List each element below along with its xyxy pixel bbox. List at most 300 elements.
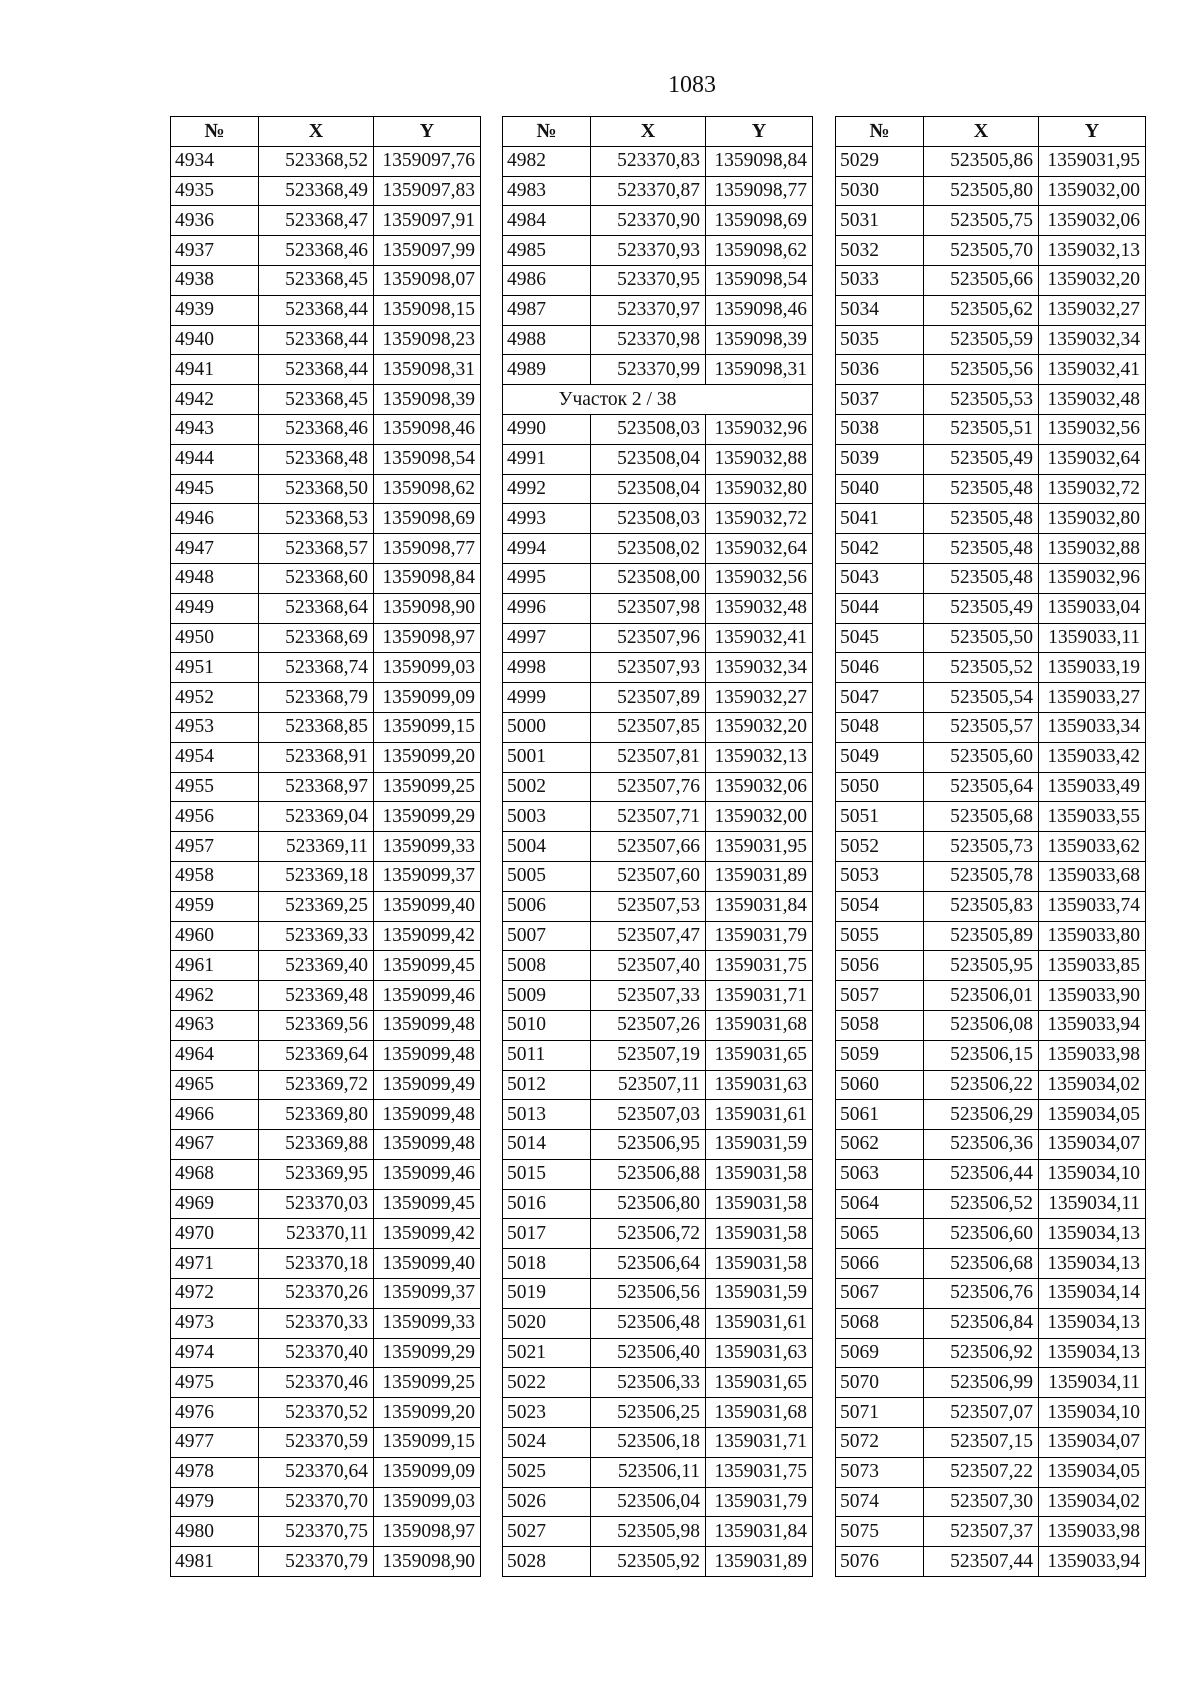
table-row [171, 951, 481, 981]
table-row [836, 1010, 1146, 1040]
table-row [503, 1487, 813, 1517]
point-number-cell: 5042 [836, 534, 924, 564]
table-row [171, 1428, 481, 1458]
point-number-cell: 5009 [503, 981, 591, 1011]
point-number-cell: 4968 [171, 1159, 259, 1189]
x-coordinate-cell: 523368,44 [259, 295, 374, 325]
x-coordinate-cell: 523506,76 [924, 1279, 1039, 1309]
x-coordinate-cell: 523505,48 [924, 563, 1039, 593]
y-coordinate-cell: 1359099,37 [374, 1279, 481, 1309]
x-coordinate-cell: 523505,89 [924, 921, 1039, 951]
y-coordinate-cell: 1359098,62 [706, 236, 813, 266]
x-coordinate-cell: 523505,56 [924, 355, 1039, 385]
point-number-cell: 5033 [836, 265, 924, 295]
x-coordinate-cell: 523506,56 [591, 1279, 706, 1309]
x-coordinate-cell: 523507,44 [924, 1547, 1039, 1577]
y-coordinate-cell: 1359032,72 [706, 504, 813, 534]
y-coordinate-cell: 1359033,11 [1039, 623, 1146, 653]
x-coordinate-cell: 523505,49 [924, 444, 1039, 474]
point-number-cell: 5008 [503, 951, 591, 981]
table-row [503, 653, 813, 683]
x-coordinate-cell: 523370,90 [591, 206, 706, 236]
x-coordinate-cell: 523505,48 [924, 534, 1039, 564]
point-number-cell: 5028 [503, 1547, 591, 1577]
point-number-cell: 4941 [171, 355, 259, 385]
point-number-cell: 4948 [171, 563, 259, 593]
x-coordinate-cell: 523370,83 [591, 146, 706, 176]
table-row [171, 1219, 481, 1249]
x-coordinate-cell: 523370,11 [259, 1219, 374, 1249]
point-number-cell: 5048 [836, 712, 924, 742]
table-row [836, 593, 1146, 623]
x-coordinate-cell: 523506,99 [924, 1368, 1039, 1398]
x-coordinate-cell: 523506,36 [924, 1130, 1039, 1160]
y-coordinate-cell: 1359032,48 [1039, 385, 1146, 415]
y-coordinate-cell: 1359031,65 [706, 1040, 813, 1070]
y-coordinate-cell: 1359032,06 [706, 772, 813, 802]
point-number-cell: 4975 [171, 1368, 259, 1398]
x-coordinate-cell: 523368,79 [259, 683, 374, 713]
x-coordinate-cell: 523507,81 [591, 742, 706, 772]
x-coordinate-cell: 523506,29 [924, 1100, 1039, 1130]
y-coordinate-cell: 1359098,69 [374, 504, 481, 534]
point-number-cell: 4972 [171, 1279, 259, 1309]
table-row [171, 712, 481, 742]
header-y: Y [1039, 117, 1146, 147]
table-row [171, 921, 481, 951]
y-coordinate-cell: 1359034,02 [1039, 1070, 1146, 1100]
x-coordinate-cell: 523505,64 [924, 772, 1039, 802]
y-coordinate-cell: 1359031,79 [706, 921, 813, 951]
point-number-cell: 4998 [503, 653, 591, 683]
x-coordinate-cell: 523370,03 [259, 1189, 374, 1219]
x-coordinate-cell: 523370,97 [591, 295, 706, 325]
table-row [836, 1189, 1146, 1219]
point-number-cell: 4991 [503, 444, 591, 474]
y-coordinate-cell: 1359097,91 [374, 206, 481, 236]
point-number-cell: 4956 [171, 802, 259, 832]
point-number-cell: 4970 [171, 1219, 259, 1249]
point-number-cell: 5045 [836, 623, 924, 653]
point-number-cell: 4964 [171, 1040, 259, 1070]
point-number-cell: 4979 [171, 1487, 259, 1517]
table-row [836, 891, 1146, 921]
table-row [171, 265, 481, 295]
x-coordinate-cell: 523368,85 [259, 712, 374, 742]
y-coordinate-cell: 1359098,15 [374, 295, 481, 325]
table-row [503, 1100, 813, 1130]
y-coordinate-cell: 1359033,68 [1039, 861, 1146, 891]
y-coordinate-cell: 1359099,46 [374, 981, 481, 1011]
table-row [503, 742, 813, 772]
point-number-cell: 5017 [503, 1219, 591, 1249]
x-coordinate-cell: 523508,04 [591, 474, 706, 504]
y-coordinate-cell: 1359031,75 [706, 1457, 813, 1487]
y-coordinate-cell: 1359033,04 [1039, 593, 1146, 623]
x-coordinate-cell: 523506,22 [924, 1070, 1039, 1100]
x-coordinate-cell: 523369,95 [259, 1159, 374, 1189]
point-number-cell: 4988 [503, 325, 591, 355]
table-row [836, 1457, 1146, 1487]
point-number-cell: 5034 [836, 295, 924, 325]
point-number-cell: 5021 [503, 1338, 591, 1368]
table-row [503, 1428, 813, 1458]
table-row [836, 1517, 1146, 1547]
table-row [836, 832, 1146, 862]
y-coordinate-cell: 1359099,40 [374, 1249, 481, 1279]
x-coordinate-cell: 523505,49 [924, 593, 1039, 623]
x-coordinate-cell: 523506,95 [591, 1130, 706, 1160]
x-coordinate-cell: 523368,69 [259, 623, 374, 653]
x-coordinate-cell: 523368,44 [259, 355, 374, 385]
point-number-cell: 5046 [836, 653, 924, 683]
y-coordinate-cell: 1359098,84 [374, 563, 481, 593]
point-number-cell: 4944 [171, 444, 259, 474]
table-row [836, 265, 1146, 295]
y-coordinate-cell: 1359032,20 [706, 712, 813, 742]
table-row [503, 1070, 813, 1100]
x-coordinate-cell: 523506,84 [924, 1308, 1039, 1338]
y-coordinate-cell: 1359031,58 [706, 1159, 813, 1189]
x-coordinate-cell: 523505,51 [924, 414, 1039, 444]
table-row [171, 355, 481, 385]
point-number-cell: 5071 [836, 1398, 924, 1428]
x-coordinate-cell: 523505,53 [924, 385, 1039, 415]
point-number-cell: 4996 [503, 593, 591, 623]
point-number-cell: 5015 [503, 1159, 591, 1189]
x-coordinate-cell: 523507,15 [924, 1428, 1039, 1458]
point-number-cell: 4949 [171, 593, 259, 623]
point-number-cell: 5007 [503, 921, 591, 951]
x-coordinate-cell: 523370,46 [259, 1368, 374, 1398]
table-row [171, 1010, 481, 1040]
x-coordinate-cell: 523368,74 [259, 653, 374, 683]
point-number-cell: 4952 [171, 683, 259, 713]
y-coordinate-cell: 1359032,06 [1039, 206, 1146, 236]
table-row [503, 593, 813, 623]
x-coordinate-cell: 523505,50 [924, 623, 1039, 653]
table-row [171, 623, 481, 653]
x-coordinate-cell: 523370,70 [259, 1487, 374, 1517]
y-coordinate-cell: 1359031,59 [706, 1130, 813, 1160]
table-row [171, 891, 481, 921]
point-number-cell: 5022 [503, 1368, 591, 1398]
x-coordinate-cell: 523507,26 [591, 1010, 706, 1040]
point-number-cell: 5044 [836, 593, 924, 623]
point-number-cell: 5003 [503, 802, 591, 832]
table-row [171, 325, 481, 355]
table-row [503, 1249, 813, 1279]
y-coordinate-cell: 1359099,37 [374, 861, 481, 891]
section-label-cell [503, 385, 813, 415]
y-coordinate-cell: 1359032,96 [1039, 563, 1146, 593]
point-number-cell: 5032 [836, 236, 924, 266]
table-row [171, 1249, 481, 1279]
table-row [836, 861, 1146, 891]
table-row [836, 742, 1146, 772]
table-row [171, 236, 481, 266]
x-coordinate-cell: 523507,93 [591, 653, 706, 683]
y-coordinate-cell: 1359098,46 [374, 414, 481, 444]
table-row [503, 891, 813, 921]
x-coordinate-cell: 523506,25 [591, 1398, 706, 1428]
y-coordinate-cell: 1359098,39 [374, 385, 481, 415]
table-row [503, 1189, 813, 1219]
y-coordinate-cell: 1359034,07 [1039, 1428, 1146, 1458]
x-coordinate-cell: 523506,72 [591, 1219, 706, 1249]
table-row [171, 1070, 481, 1100]
y-coordinate-cell: 1359099,45 [374, 951, 481, 981]
table-row [836, 921, 1146, 951]
header-number: № [503, 117, 591, 147]
table-row [171, 444, 481, 474]
x-coordinate-cell: 523370,87 [591, 176, 706, 206]
point-number-cell: 5060 [836, 1070, 924, 1100]
point-number-cell: 4950 [171, 623, 259, 653]
y-coordinate-cell: 1359033,55 [1039, 802, 1146, 832]
x-coordinate-cell: 523505,98 [591, 1517, 706, 1547]
table-row [503, 295, 813, 325]
point-number-cell: 5076 [836, 1547, 924, 1577]
x-coordinate-cell: 523505,57 [924, 712, 1039, 742]
y-coordinate-cell: 1359033,49 [1039, 772, 1146, 802]
point-number-cell: 5041 [836, 504, 924, 534]
point-number-cell: 4938 [171, 265, 259, 295]
y-coordinate-cell: 1359098,31 [374, 355, 481, 385]
x-coordinate-cell: 523507,30 [924, 1487, 1039, 1517]
point-number-cell: 4946 [171, 504, 259, 534]
point-number-cell: 4942 [171, 385, 259, 415]
point-number-cell: 5063 [836, 1159, 924, 1189]
x-coordinate-cell: 523505,48 [924, 504, 1039, 534]
point-number-cell: 5023 [503, 1398, 591, 1428]
y-coordinate-cell: 1359034,13 [1039, 1219, 1146, 1249]
y-coordinate-cell: 1359031,63 [706, 1338, 813, 1368]
table-row [836, 176, 1146, 206]
y-coordinate-cell: 1359098,84 [706, 146, 813, 176]
table-row [171, 1130, 481, 1160]
table-row [836, 1368, 1146, 1398]
point-number-cell: 4958 [171, 861, 259, 891]
table-row [171, 1189, 481, 1219]
point-number-cell: 5067 [836, 1279, 924, 1309]
table-row [836, 653, 1146, 683]
x-coordinate-cell: 523506,11 [591, 1457, 706, 1487]
y-coordinate-cell: 1359098,90 [374, 593, 481, 623]
table-row [171, 563, 481, 593]
x-coordinate-cell: 523368,91 [259, 742, 374, 772]
x-coordinate-cell: 523505,68 [924, 802, 1039, 832]
y-coordinate-cell: 1359032,48 [706, 593, 813, 623]
y-coordinate-cell: 1359098,31 [706, 355, 813, 385]
x-coordinate-cell: 523505,75 [924, 206, 1039, 236]
table-row [836, 802, 1146, 832]
table-row [503, 146, 813, 176]
table-row [836, 236, 1146, 266]
y-coordinate-cell: 1359099,03 [374, 1487, 481, 1517]
y-coordinate-cell: 1359032,34 [706, 653, 813, 683]
x-coordinate-cell: 523368,44 [259, 325, 374, 355]
table-row [836, 1100, 1146, 1130]
y-coordinate-cell: 1359031,71 [706, 981, 813, 1011]
point-number-cell: 4985 [503, 236, 591, 266]
table-row [171, 1040, 481, 1070]
table-row [503, 1457, 813, 1487]
coordinates-table-2 [502, 116, 813, 1577]
table-row [503, 1159, 813, 1189]
point-number-cell: 4954 [171, 742, 259, 772]
y-coordinate-cell: 1359033,94 [1039, 1547, 1146, 1577]
y-coordinate-cell: 1359032,00 [706, 802, 813, 832]
header-x: X [259, 117, 374, 147]
table-row [503, 236, 813, 266]
x-coordinate-cell: 523370,75 [259, 1517, 374, 1547]
y-coordinate-cell: 1359099,20 [374, 742, 481, 772]
y-coordinate-cell: 1359034,05 [1039, 1100, 1146, 1130]
table-row [171, 534, 481, 564]
y-coordinate-cell: 1359097,99 [374, 236, 481, 266]
point-number-cell: 5039 [836, 444, 924, 474]
table-row [503, 712, 813, 742]
y-coordinate-cell: 1359098,46 [706, 295, 813, 325]
point-number-cell: 4936 [171, 206, 259, 236]
table-row [171, 1338, 481, 1368]
point-number-cell: 4992 [503, 474, 591, 504]
y-coordinate-cell: 1359032,80 [1039, 504, 1146, 534]
y-coordinate-cell: 1359032,34 [1039, 325, 1146, 355]
x-coordinate-cell: 523370,33 [259, 1308, 374, 1338]
y-coordinate-cell: 1359098,77 [706, 176, 813, 206]
point-number-cell: 4960 [171, 921, 259, 951]
point-number-cell: 5047 [836, 683, 924, 713]
table-row [836, 414, 1146, 444]
header-y: Y [374, 117, 481, 147]
table-row [836, 146, 1146, 176]
table-row [836, 712, 1146, 742]
y-coordinate-cell: 1359032,41 [1039, 355, 1146, 385]
table-row [503, 355, 813, 385]
y-coordinate-cell: 1359033,98 [1039, 1517, 1146, 1547]
x-coordinate-cell: 523505,86 [924, 146, 1039, 176]
point-number-cell: 5043 [836, 563, 924, 593]
table-row [836, 563, 1146, 593]
point-number-cell: 5018 [503, 1249, 591, 1279]
point-number-cell: 4984 [503, 206, 591, 236]
y-coordinate-cell: 1359034,02 [1039, 1487, 1146, 1517]
header-x: X [924, 117, 1039, 147]
y-coordinate-cell: 1359034,13 [1039, 1249, 1146, 1279]
table-row [836, 1159, 1146, 1189]
point-number-cell: 5075 [836, 1517, 924, 1547]
table-row [503, 921, 813, 951]
table-row [503, 1219, 813, 1249]
y-coordinate-cell: 1359032,27 [706, 683, 813, 713]
point-number-cell: 5005 [503, 861, 591, 891]
point-number-cell: 5051 [836, 802, 924, 832]
point-number-cell: 5054 [836, 891, 924, 921]
table-row [836, 1547, 1146, 1577]
x-coordinate-cell: 523368,45 [259, 265, 374, 295]
x-coordinate-cell: 523505,80 [924, 176, 1039, 206]
x-coordinate-cell: 523369,25 [259, 891, 374, 921]
y-coordinate-cell: 1359034,05 [1039, 1457, 1146, 1487]
point-number-cell: 4994 [503, 534, 591, 564]
point-number-cell: 5040 [836, 474, 924, 504]
x-coordinate-cell: 523507,47 [591, 921, 706, 951]
x-coordinate-cell: 523370,93 [591, 236, 706, 266]
table-row [503, 504, 813, 534]
y-coordinate-cell: 1359099,09 [374, 683, 481, 713]
coordinates-table-3 [835, 116, 1146, 1577]
table-row [503, 832, 813, 862]
y-coordinate-cell: 1359098,62 [374, 474, 481, 504]
x-coordinate-cell: 523507,11 [591, 1070, 706, 1100]
table-row [171, 653, 481, 683]
x-coordinate-cell: 523369,18 [259, 861, 374, 891]
y-coordinate-cell: 1359099,03 [374, 653, 481, 683]
point-number-cell: 4986 [503, 265, 591, 295]
y-coordinate-cell: 1359031,95 [1039, 146, 1146, 176]
table-row [171, 772, 481, 802]
x-coordinate-cell: 523505,48 [924, 474, 1039, 504]
point-number-cell: 5030 [836, 176, 924, 206]
x-coordinate-cell: 523505,60 [924, 742, 1039, 772]
table-row [836, 474, 1146, 504]
point-number-cell: 5035 [836, 325, 924, 355]
table-row [171, 683, 481, 713]
table-row [503, 623, 813, 653]
y-coordinate-cell: 1359032,56 [1039, 414, 1146, 444]
table-row [503, 1040, 813, 1070]
y-coordinate-cell: 1359032,64 [1039, 444, 1146, 474]
y-coordinate-cell: 1359099,29 [374, 1338, 481, 1368]
table-row [836, 534, 1146, 564]
point-number-cell: 5025 [503, 1457, 591, 1487]
point-number-cell: 5001 [503, 742, 591, 772]
point-number-cell: 4945 [171, 474, 259, 504]
table-row [171, 861, 481, 891]
point-number-cell: 5055 [836, 921, 924, 951]
table-row [503, 861, 813, 891]
x-coordinate-cell: 523506,40 [591, 1338, 706, 1368]
point-number-cell: 4983 [503, 176, 591, 206]
point-number-cell: 4963 [171, 1010, 259, 1040]
y-coordinate-cell: 1359031,68 [706, 1398, 813, 1428]
point-number-cell: 4962 [171, 981, 259, 1011]
y-coordinate-cell: 1359033,19 [1039, 653, 1146, 683]
x-coordinate-cell: 523368,50 [259, 474, 374, 504]
y-coordinate-cell: 1359099,42 [374, 921, 481, 951]
table-row [503, 1547, 813, 1577]
table-row [171, 474, 481, 504]
x-coordinate-cell: 523370,79 [259, 1547, 374, 1577]
table-row [171, 981, 481, 1011]
y-coordinate-cell: 1359031,68 [706, 1010, 813, 1040]
point-number-cell: 4989 [503, 355, 591, 385]
table-row [836, 1428, 1146, 1458]
x-coordinate-cell: 523507,03 [591, 1100, 706, 1130]
header-x: X [591, 117, 706, 147]
x-coordinate-cell: 523506,15 [924, 1040, 1039, 1070]
x-coordinate-cell: 523508,02 [591, 534, 706, 564]
x-coordinate-cell: 523508,03 [591, 504, 706, 534]
point-number-cell: 5002 [503, 772, 591, 802]
table-row [836, 1130, 1146, 1160]
x-coordinate-cell: 523368,47 [259, 206, 374, 236]
point-number-cell: 5072 [836, 1428, 924, 1458]
point-number-cell: 4951 [171, 653, 259, 683]
x-coordinate-cell: 523507,66 [591, 832, 706, 862]
